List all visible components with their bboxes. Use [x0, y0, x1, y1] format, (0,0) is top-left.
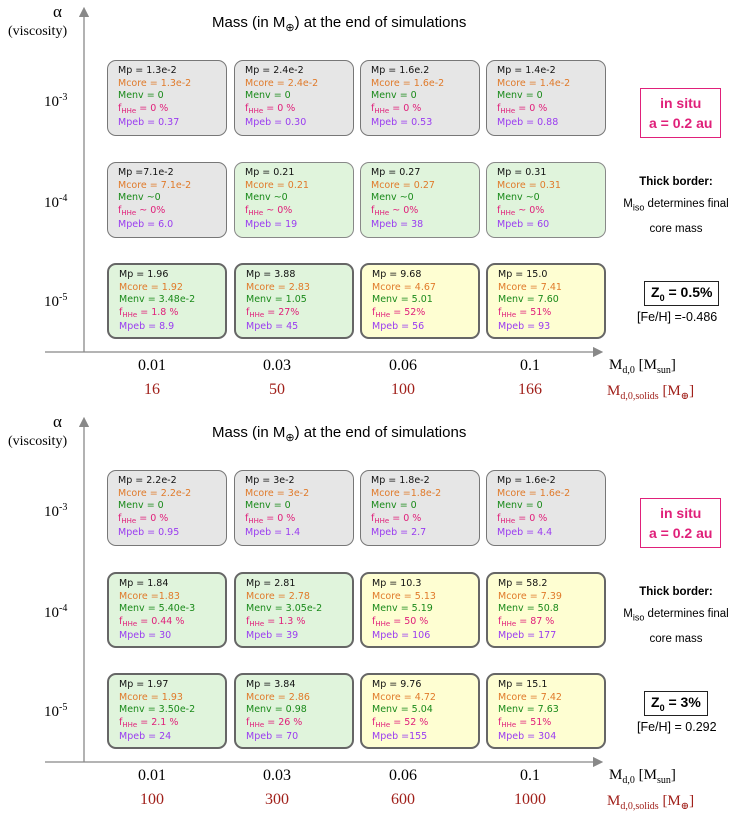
hhe-fraction: $f_{HHe} = 0$ %	[245, 512, 296, 525]
pebble-mass: Mpeb = 24	[119, 731, 172, 743]
y-tick: $10^{-3}$	[44, 502, 68, 520]
hhe-fraction: $f_{HHe} = 0$ %	[371, 102, 422, 115]
envelope-mass: Menv = 0	[371, 500, 417, 512]
pebble-mass: Mpeb = 0.95	[118, 527, 180, 539]
envelope-mass: Menv = 5.40e-3	[119, 603, 196, 615]
core-mass: Mcore = 7.1e-2	[118, 179, 192, 191]
pebble-mass: Mpeb = 70	[246, 731, 299, 743]
pebble-mass: Mpeb = 8.9	[119, 321, 175, 333]
simulation-result-box	[234, 60, 354, 136]
envelope-mass: Menv = 5.01	[372, 294, 433, 306]
hhe-fraction: $f_{HHe} = 0$ %	[118, 102, 169, 115]
hhe-fraction: $f_{HHe}$ ~ 0%	[245, 204, 293, 217]
y-axis-symbol: α	[53, 2, 62, 21]
planet-mass: Mp = 1.84	[119, 578, 169, 589]
simulation-result-box	[360, 572, 480, 648]
y-axis-name: (viscosity)	[8, 434, 68, 449]
core-mass: Mcore = 4.72	[372, 691, 436, 703]
hhe-fraction: $f_{HHe} = 0$ %	[245, 102, 296, 115]
pebble-mass: Mpeb = 60	[497, 219, 550, 231]
core-mass: Mcore = 1.6e-2	[497, 487, 571, 499]
planet-mass: Mp = 15.0	[498, 269, 548, 280]
hhe-fraction: $f_{HHe} = 27\%$	[246, 306, 300, 319]
hhe-fraction: $f_{HHe} = 0$ %	[497, 102, 548, 115]
core-mass: Mcore = 1.93	[119, 691, 183, 703]
hhe-fraction: $f_{HHe}$ ~ 0%	[118, 204, 166, 217]
planet-mass: Mp = 9.68	[372, 269, 422, 280]
envelope-mass: Menv = 7.60	[498, 294, 559, 306]
thick-border-note: Thick border: $M_{iso}$ determines final core mass	[623, 176, 729, 236]
envelope-mass: Menv = 0	[245, 90, 291, 102]
y-tick: $10^{-4}$	[44, 193, 68, 211]
pebble-mass: Mpeb = 0.37	[118, 117, 180, 129]
envelope-mass: Menv = 3.50e-2	[119, 704, 196, 716]
core-mass: Mcore = 1.6e-2	[371, 77, 445, 89]
in-situ-label: in situ a = 0.2 au	[640, 498, 721, 548]
x-tick-solids: 600	[391, 791, 415, 808]
core-mass: Mcore = 2.86	[246, 691, 310, 703]
envelope-mass: Menv = 7.63	[498, 704, 559, 716]
hhe-fraction: $f_{HHe} = 51\%$	[498, 716, 552, 729]
diagram-title: Mass (in $M_\oplus$) at the end of simulations	[212, 424, 467, 444]
in-situ-label: in situ a = 0.2 au	[640, 88, 721, 138]
envelope-mass: Menv = 0	[497, 90, 543, 102]
envelope-mass: Menv = 0	[245, 500, 291, 512]
pebble-mass: Mpeb = 0.53	[371, 117, 433, 129]
y-axis-name: (viscosity)	[8, 24, 68, 39]
planet-mass: Mp = 0.31	[497, 167, 547, 178]
y-tick: $10^{-5}$	[44, 292, 68, 310]
planet-mass: Mp = 2.4e-2	[245, 65, 304, 76]
pebble-mass: Mpeb = 106	[372, 630, 431, 642]
planet-mass: Mp = 9.76	[372, 679, 422, 690]
hhe-fraction: $f_{HHe} = 1.8$ %	[119, 306, 179, 319]
x-tick-solids: 1000	[514, 791, 546, 808]
pebble-mass: Mpeb = 1.4	[245, 527, 301, 539]
simulation-result-box	[107, 60, 227, 136]
y-tick: $10^{-4}$	[44, 603, 68, 621]
planet-mass: Mp = 1.3e-2	[118, 65, 177, 76]
simulation-result-box	[107, 572, 227, 648]
pebble-mass: Mpeb = 0.88	[497, 117, 559, 129]
simulation-result-box	[107, 470, 227, 546]
x-axis-label-solids: $M_{d,0,solids}$ $[M_\oplus]$	[607, 793, 695, 812]
simulation-result-box	[486, 162, 606, 238]
core-mass: Mcore = 7.41	[498, 281, 562, 293]
pebble-mass: Mpeb = 19	[245, 219, 298, 231]
pebble-mass: Mpeb = 2.7	[371, 527, 427, 539]
x-tick: 0.01	[138, 357, 166, 374]
planet-mass: Mp = 1.8e-2	[371, 475, 430, 486]
simulation-result-box	[107, 673, 227, 749]
envelope-mass: Menv = 0	[118, 90, 164, 102]
core-mass: Mcore = 4.67	[372, 281, 436, 293]
pebble-mass: Mpeb = 93	[498, 321, 551, 333]
x-tick: 0.06	[389, 767, 417, 784]
planet-mass: Mp = 2.81	[246, 578, 296, 589]
envelope-mass: Menv = 5.04	[372, 704, 433, 716]
core-mass: Mcore =1.8e-2	[371, 487, 442, 499]
x-tick-solids: 100	[391, 381, 415, 398]
pebble-mass: Mpeb = 45	[246, 321, 299, 333]
pebble-mass: Mpeb =155	[372, 731, 428, 743]
simulation-result-box	[360, 162, 480, 238]
simulation-result-box	[234, 162, 354, 238]
envelope-mass: Menv = 5.19	[372, 603, 433, 615]
x-tick: 0.03	[263, 357, 291, 374]
planet-mass: Mp = 1.96	[119, 269, 169, 280]
planet-mass: Mp = 0.21	[245, 167, 295, 178]
y-tick: $10^{-3}$	[44, 92, 68, 110]
simulation-result-box	[486, 263, 606, 339]
core-mass: Mcore = 1.3e-2	[118, 77, 192, 89]
pebble-mass: Mpeb = 30	[119, 630, 172, 642]
thick-border-note: Thick border: $M_{iso}$ determines final core mass	[623, 586, 729, 646]
pebble-mass: Mpeb = 38	[371, 219, 424, 231]
iron-abundance: [Fe/H] = 0.292	[637, 720, 717, 734]
pebble-mass: Mpeb = 0.30	[245, 117, 307, 129]
simulation-result-box	[360, 263, 480, 339]
metallicity-label: $Z_0 = 0.5\%$	[644, 281, 719, 306]
pebble-mass: Mpeb = 177	[498, 630, 557, 642]
core-mass: Mcore = 3e-2	[245, 487, 310, 499]
pebble-mass: Mpeb = 4.4	[497, 527, 553, 539]
core-mass: Mcore =1.83	[119, 590, 180, 602]
hhe-fraction: $f_{HHe} = 0$ %	[118, 512, 169, 525]
core-mass: Mcore = 5.13	[372, 590, 436, 602]
hhe-fraction: $f_{HHe} = 50$ %	[372, 615, 429, 628]
core-mass: Mcore = 1.4e-2	[497, 77, 571, 89]
simulation-result-box	[486, 673, 606, 749]
panel-2	[0, 410, 748, 820]
planet-mass: Mp = 1.6e-2	[497, 475, 556, 486]
planet-mass: Mp = 1.4e-2	[497, 65, 556, 76]
simulation-result-box	[486, 470, 606, 546]
core-mass: Mcore = 7.42	[498, 691, 562, 703]
core-mass: Mcore = 0.21	[245, 179, 309, 191]
x-tick: 0.01	[138, 767, 166, 784]
planet-mass: Mp = 58.2	[498, 578, 548, 589]
core-mass: Mcore = 2.83	[246, 281, 310, 293]
envelope-mass: Menv = 3.48e-2	[119, 294, 196, 306]
planet-mass: Mp = 10.3	[372, 578, 422, 589]
x-tick: 0.1	[520, 767, 540, 784]
x-axis-label-solids: $M_{d,0,solids}$ $[M_\oplus]$	[607, 383, 695, 402]
simulation-result-box	[360, 673, 480, 749]
pebble-mass: Mpeb = 6.0	[118, 219, 174, 231]
envelope-mass: Menv = 50.8	[498, 603, 559, 615]
envelope-mass: Menv = 1.05	[246, 294, 307, 306]
envelope-mass: Menv = 0	[118, 500, 164, 512]
hhe-fraction: $f_{HHe}$ ~ 0%	[371, 204, 419, 217]
envelope-mass: Menv = 0.98	[246, 704, 307, 716]
iron-abundance: [Fe/H] =-0.486	[637, 310, 718, 324]
hhe-fraction: $f_{HHe} = 87$ %	[498, 615, 555, 628]
envelope-mass: Menv ~0	[118, 192, 161, 204]
planet-mass: Mp = 15.1	[498, 679, 548, 690]
core-mass: Mcore = 2.2e-2	[118, 487, 192, 499]
x-tick: 0.03	[263, 767, 291, 784]
core-mass: Mcore = 2.78	[246, 590, 310, 602]
envelope-mass: Menv ~0	[371, 192, 414, 204]
envelope-mass: Menv = 0	[497, 500, 543, 512]
x-tick-solids: 50	[269, 381, 285, 398]
simulation-result-box	[234, 572, 354, 648]
planet-mass: Mp = 1.97	[119, 679, 169, 690]
simulation-result-box	[360, 60, 480, 136]
simulation-result-box	[486, 60, 606, 136]
x-axis-label: $M_{d,0}$ $[M_{sun}]$	[609, 357, 676, 376]
planet-mass: Mp = 3e-2	[245, 475, 295, 486]
planet-mass: Mp = 1.6e.2	[371, 65, 430, 76]
core-mass: Mcore = 0.31	[497, 179, 561, 191]
hhe-fraction: $f_{HHe} = 51\%$	[498, 306, 552, 319]
core-mass: Mcore = 1.92	[119, 281, 183, 293]
envelope-mass: Menv ~0	[245, 192, 288, 204]
envelope-mass: Menv ~0	[497, 192, 540, 204]
simulation-result-box	[234, 673, 354, 749]
hhe-fraction: $f_{HHe} = 2.1$ %	[119, 716, 179, 729]
x-tick-solids: 166	[518, 381, 542, 398]
x-tick-solids: 300	[265, 791, 289, 808]
simulation-result-box	[234, 263, 354, 339]
hhe-fraction: $f_{HHe} = 1.3$ %	[246, 615, 306, 628]
pebble-mass: Mpeb = 56	[372, 321, 425, 333]
simulation-result-box	[107, 162, 227, 238]
hhe-fraction: $f_{HHe} = 0$ %	[497, 512, 548, 525]
simulation-result-box	[486, 572, 606, 648]
diagram-title: Mass (in $M_\oplus$) at the end of simulations	[212, 14, 467, 34]
core-mass: Mcore = 2.4e-2	[245, 77, 319, 89]
x-tick: 0.1	[520, 357, 540, 374]
planet-mass: Mp = 2.2e-2	[118, 475, 177, 486]
metallicity-label: $Z_0 = 3\%$	[644, 691, 708, 716]
hhe-fraction: $f_{HHe} = 26$ %	[246, 716, 303, 729]
planet-mass: Mp = 3.88	[246, 269, 296, 280]
x-tick: 0.06	[389, 357, 417, 374]
x-tick-solids: 100	[140, 791, 164, 808]
hhe-fraction: $f_{HHe}$ ~ 0%	[497, 204, 545, 217]
pebble-mass: Mpeb = 39	[246, 630, 299, 642]
panel-1	[0, 0, 748, 410]
simulation-result-box	[234, 470, 354, 546]
y-tick: $10^{-5}$	[44, 702, 68, 720]
x-tick-solids: 16	[144, 381, 160, 398]
envelope-mass: Menv = 3.05e-2	[246, 603, 323, 615]
core-mass: Mcore = 0.27	[371, 179, 435, 191]
y-axis-symbol: α	[53, 412, 62, 431]
hhe-fraction: $f_{HHe} = 52$ %	[372, 716, 429, 729]
simulation-result-box	[360, 470, 480, 546]
hhe-fraction: $f_{HHe} = 0.44$ %	[119, 615, 185, 628]
hhe-fraction: $f_{HHe} = 0$ %	[371, 512, 422, 525]
planet-mass: Mp = 0.27	[371, 167, 421, 178]
planet-mass: Mp = 3.84	[246, 679, 296, 690]
planet-mass: Mp =7.1e-2	[118, 167, 174, 178]
x-axis-label: $M_{d,0}$ $[M_{sun}]$	[609, 767, 676, 786]
hhe-fraction: $f_{HHe} = 52\%$	[372, 306, 426, 319]
core-mass: Mcore = 7.39	[498, 590, 562, 602]
simulation-result-box	[107, 263, 227, 339]
pebble-mass: Mpeb = 304	[498, 731, 557, 743]
envelope-mass: Menv = 0	[371, 90, 417, 102]
